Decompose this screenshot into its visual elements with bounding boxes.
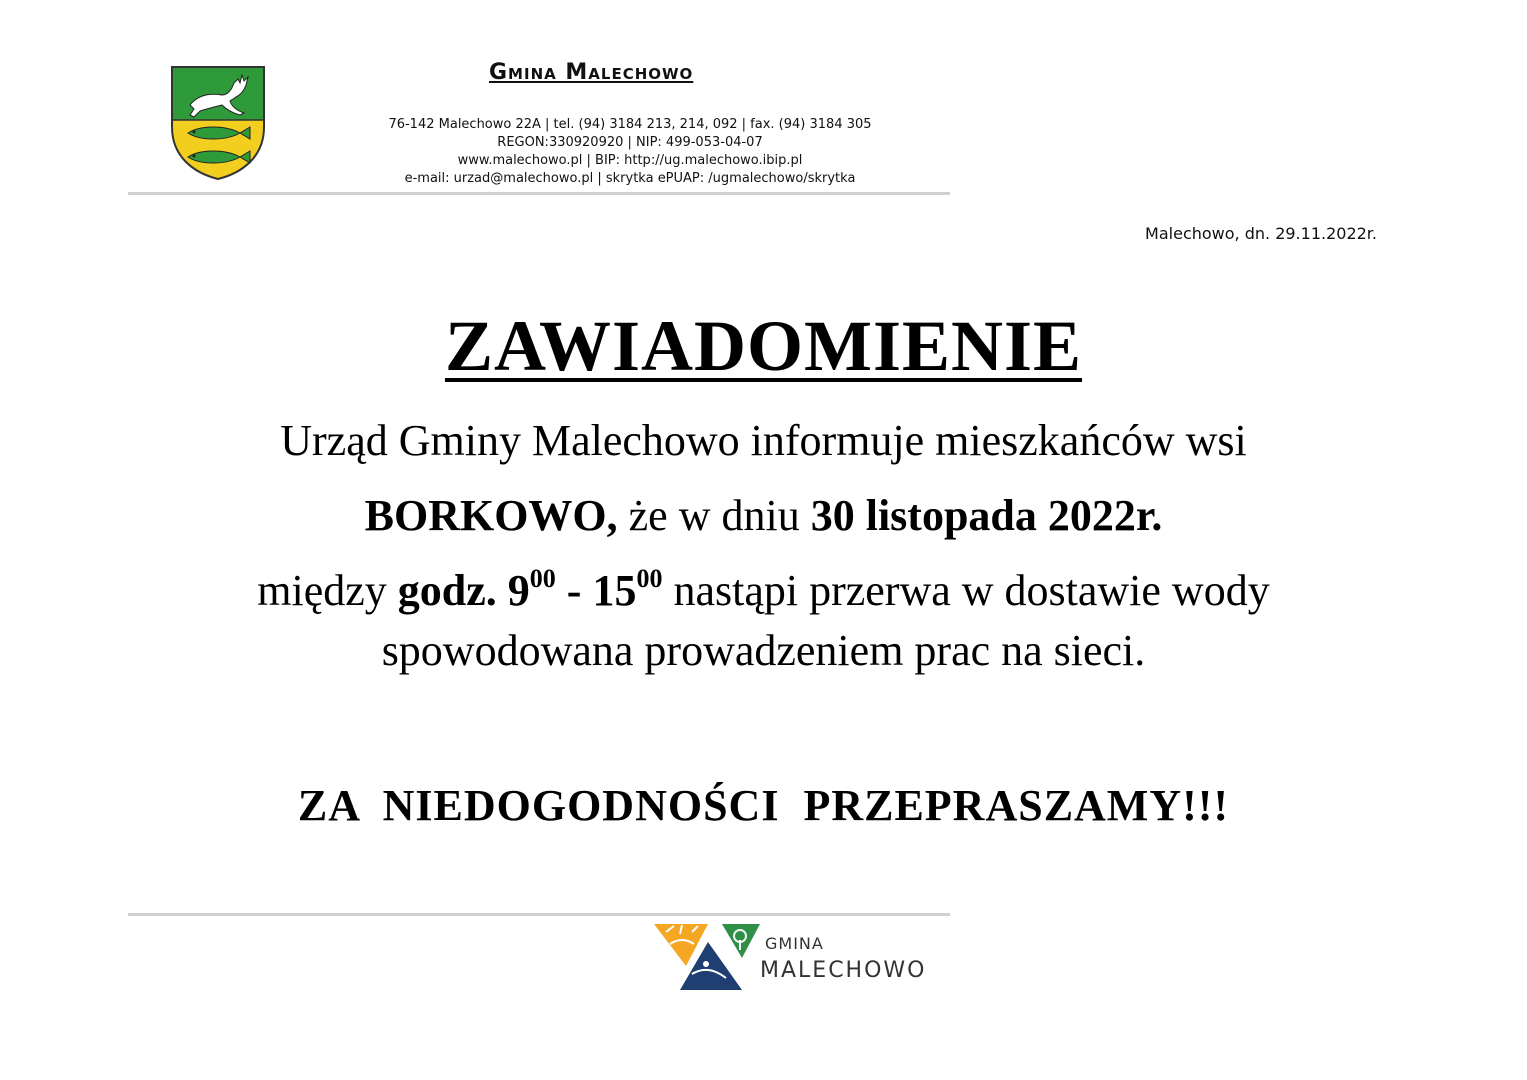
org-title: Gmina Malechowo — [489, 60, 694, 85]
notice-line-3-end: nastąpi przerwa w dostawie wody — [662, 566, 1270, 615]
footer-logo-small-text: GMINA — [765, 934, 824, 953]
footer-logo-big-text: MALECHOWO — [760, 958, 927, 983]
footer-divider — [128, 913, 950, 916]
footer-logo — [652, 922, 942, 994]
outage-date: 30 listopada 2022r. — [810, 491, 1163, 540]
notice-line-3-start: między — [257, 566, 398, 615]
email-line: e-mail: urzad@malechowo.pl | skrytka ePUAP: /ugmalechowo/skrytka — [404, 171, 856, 186]
regon-line: REGON:330920920 | NIP: 499-053-04-07 — [497, 135, 763, 150]
outage-hours: godz. $9^{00} - 15^{00}$ — [397, 564, 663, 615]
notice-line-4: spowodowana prowadzeniem prac na sieci. — [381, 626, 1146, 675]
notice-line-1: Urząd Gminy Malechowo informuje mieszkańców wsi — [280, 416, 1247, 465]
web-line: www.malechowo.pl | BIP: http://ug.malechowo.ibip.pl — [457, 153, 803, 168]
org-contact-block — [290, 116, 970, 188]
village-name: BORKOWO, — [364, 491, 618, 540]
notice-line-2 — [0, 490, 1527, 541]
coat-of-arms-icon — [170, 65, 266, 181]
notice-line-3 — [0, 565, 1527, 616]
header-divider — [128, 192, 950, 195]
notice-line-2-mid: że w dniu — [617, 491, 811, 540]
apology-text: ZA NIEDOGODNOŚCI PRZEPRASZAMY!!! — [297, 781, 1230, 830]
document-date: Malechowo, dn. 29.11.2022r. — [1145, 224, 1377, 243]
malechowo-logo-icon — [652, 922, 762, 994]
address-line: 76-142 Malechowo 22A | tel. (94) 3184 213, 214, 092 | fax. (94) 3184 305 — [388, 117, 872, 132]
notice-title: ZAWIADOMIENIE — [444, 306, 1083, 386]
